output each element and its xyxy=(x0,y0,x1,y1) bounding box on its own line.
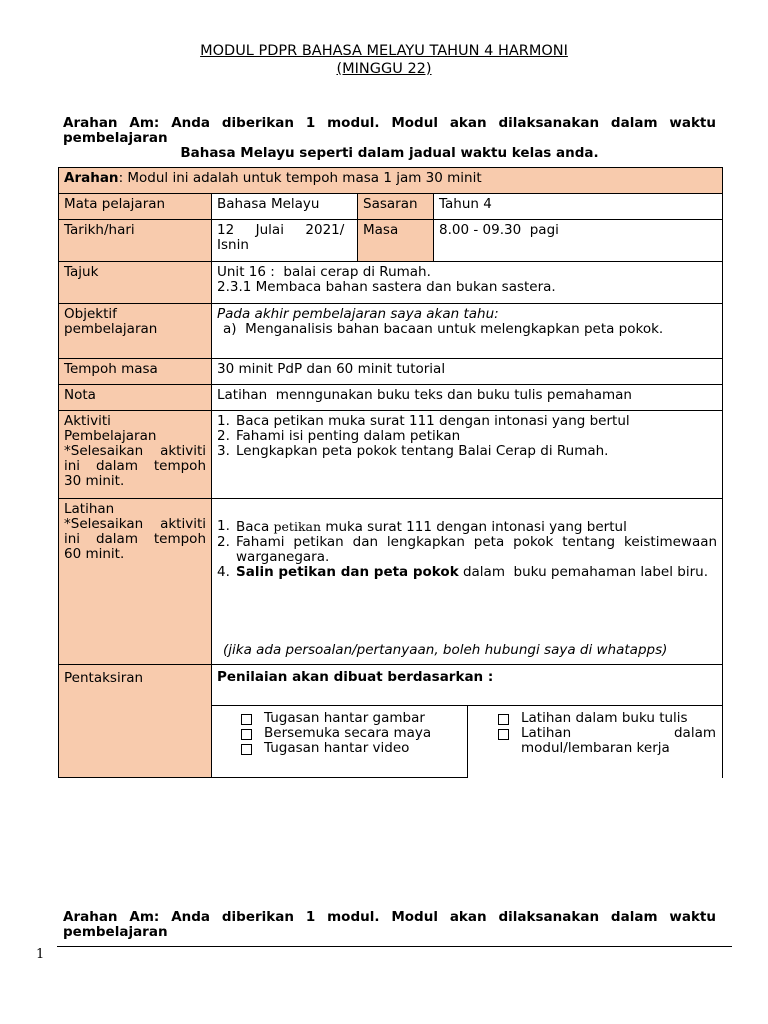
aktiviti-value xyxy=(212,411,723,499)
tajuk-value xyxy=(212,262,723,304)
nota-label: Nota xyxy=(59,385,212,411)
footer-instructions-line2: pembelajaran xyxy=(63,924,168,940)
tarikh-label: Tarikh/hari xyxy=(59,220,212,262)
objektif-label-line2: pembelajaran xyxy=(64,321,158,337)
objektif-item-marker: a) xyxy=(223,321,237,337)
list-item xyxy=(217,414,717,429)
objektif-label xyxy=(59,304,212,359)
latihan-label-line4: 60 minit. xyxy=(64,546,125,562)
arahan-row xyxy=(59,168,723,194)
list-item-text: Fahami isi penting dalam petikan xyxy=(236,428,461,444)
list-item-text: Fahami petikan dan lengkapkan peta pokok tentang keistimewaan warganegara. xyxy=(236,534,718,565)
tempoh-value: 30 minit PdP dan 60 minit tutorial xyxy=(212,359,723,385)
latihan-item4-bold: Salin petikan dan peta pokok xyxy=(236,564,459,580)
aktiviti-label xyxy=(59,411,212,499)
latihan-item4-rest: dalam buku pemahaman label biru. xyxy=(458,564,708,580)
general-instructions-subline: Bahasa Melayu seperti dalam jadual waktu kelas anda. xyxy=(180,145,599,161)
list-item-text: Lengkapkan peta pokok tentang Balai Cerap di Rumah. xyxy=(236,443,609,459)
latihan-item1-c: muka surat 111 dengan intonasi yang bertul xyxy=(321,519,627,535)
tajuk-line2: 2.3.1 Membaca bahan sastera dan bukan sastera. xyxy=(217,279,556,295)
checkbox-icon xyxy=(241,729,252,740)
option-label: Latihan dalam buku tulis xyxy=(521,710,688,726)
masa-label: Masa xyxy=(358,220,434,262)
list-item-number: 3. xyxy=(217,443,230,459)
list-item-number: 2. xyxy=(217,534,230,550)
list-item xyxy=(217,519,717,535)
list-item-number: 1. xyxy=(217,413,230,429)
arahan-text: : Modul ini adalah untuk tempoh masa 1 jam 30 minit xyxy=(118,170,482,186)
module-week: (MINGGU 22) xyxy=(336,61,432,77)
footer-general-instructions xyxy=(63,910,716,940)
tajuk-line1: Unit 16 : balai cerap di Rumah. xyxy=(217,264,431,280)
tarikh-value-line1: 12 Julai 2021/ xyxy=(217,222,345,238)
checkbox-icon xyxy=(241,714,252,725)
module-title: MODUL PDPR BAHASA MELAYU TAHUN 4 HARMONI xyxy=(200,43,568,59)
tarikh-value-line2: Isnin xyxy=(217,237,249,253)
list-item xyxy=(217,565,717,580)
mata-pelajaran-label: Mata pelajaran xyxy=(59,194,212,220)
aktiviti-label-line5: 30 minit. xyxy=(64,473,125,489)
module-table xyxy=(58,167,723,778)
general-instructions xyxy=(63,116,716,146)
mata-pelajaran-value: Bahasa Melayu xyxy=(212,194,358,220)
list-item-text: Baca petikan muka surat 111 dengan intonasi yang bertul xyxy=(236,413,630,429)
masa-value: 8.00 - 09.30 pagi xyxy=(434,220,723,262)
list-item xyxy=(217,444,717,459)
options-right-list xyxy=(498,711,716,756)
latihan-note: (jika ada persoalan/pertanyaan, boleh hubungi saya di whatapps) xyxy=(223,642,668,658)
objektif-item xyxy=(217,322,717,337)
aktiviti-list xyxy=(217,414,717,459)
objektif-intro: Pada akhir pembelajaran saya akan tahu: xyxy=(217,306,499,322)
tarikh-value xyxy=(212,220,358,262)
list-item-text xyxy=(236,519,717,535)
pentaksiran-label: Pentaksiran xyxy=(59,665,212,778)
aktiviti-label-line3: *Selesaikan aktiviti xyxy=(64,443,206,459)
general-instructions-line1: Arahan Am: Anda diberikan 1 modul. Modul akan dilaksanakan dalam waktu xyxy=(63,115,716,131)
list-item-text xyxy=(236,565,717,580)
list-item-number: 4. xyxy=(217,564,230,580)
latihan-list xyxy=(217,519,717,580)
list-item xyxy=(498,711,716,726)
objektif-value xyxy=(212,304,723,359)
tempoh-label: Tempoh masa xyxy=(59,359,212,385)
latihan-item1-b: petikan xyxy=(273,519,322,534)
options-right-panel xyxy=(467,706,722,778)
arahan-label: Arahan xyxy=(64,170,119,186)
tajuk-label: Tajuk xyxy=(59,262,212,304)
checkbox-icon xyxy=(498,714,509,725)
latihan-label-line3: ini dalam tempoh xyxy=(64,531,206,547)
latihan-label-line1: Latihan xyxy=(64,501,115,517)
aktiviti-label-line1: Aktiviti xyxy=(64,413,111,429)
nota-value: Latihan menngunakan buku teks dan buku tulis pemahaman xyxy=(212,385,723,411)
penilaian-heading: Penilaian akan dibuat berdasarkan : xyxy=(212,665,723,706)
footer-instructions-line1: Arahan Am: Anda diberikan 1 modul. Modul akan dilaksanakan dalam waktu xyxy=(63,909,716,925)
option-label: Tugasan hantar gambar xyxy=(264,710,425,726)
list-item xyxy=(217,429,717,444)
objektif-label-line1: Objektif xyxy=(64,306,117,322)
latihan-label-line2: *Selesaikan aktiviti xyxy=(64,516,206,532)
list-item xyxy=(217,535,717,565)
objektif-item-text: Menganalisis bahan bacaan untuk melengkapkan peta pokok. xyxy=(245,321,664,337)
footer-divider xyxy=(57,946,732,947)
list-item-number: 2. xyxy=(217,428,230,444)
list-item xyxy=(498,726,716,756)
latihan-label xyxy=(59,499,212,665)
option-label: Bersemuka secara maya xyxy=(264,725,432,741)
page-number: 1 xyxy=(36,947,45,962)
sasaran-value: Tahun 4 xyxy=(434,194,723,220)
list-item-number: 1. xyxy=(217,518,230,534)
option-label: Tugasan hantar video xyxy=(264,740,410,756)
aktiviti-label-line2: Pembelajaran xyxy=(64,428,157,444)
aktiviti-label-line4: ini dalam tempoh xyxy=(64,458,206,474)
checkbox-icon xyxy=(498,729,509,740)
latihan-value xyxy=(212,499,723,665)
checkbox-icon xyxy=(241,744,252,755)
general-instructions-line2: pembelajaran xyxy=(63,130,168,146)
latihan-item1-a: Baca xyxy=(236,519,274,535)
sasaran-label: Sasaran xyxy=(358,194,434,220)
option-label: Latihan dalam modul/lembaran kerja xyxy=(521,725,716,756)
